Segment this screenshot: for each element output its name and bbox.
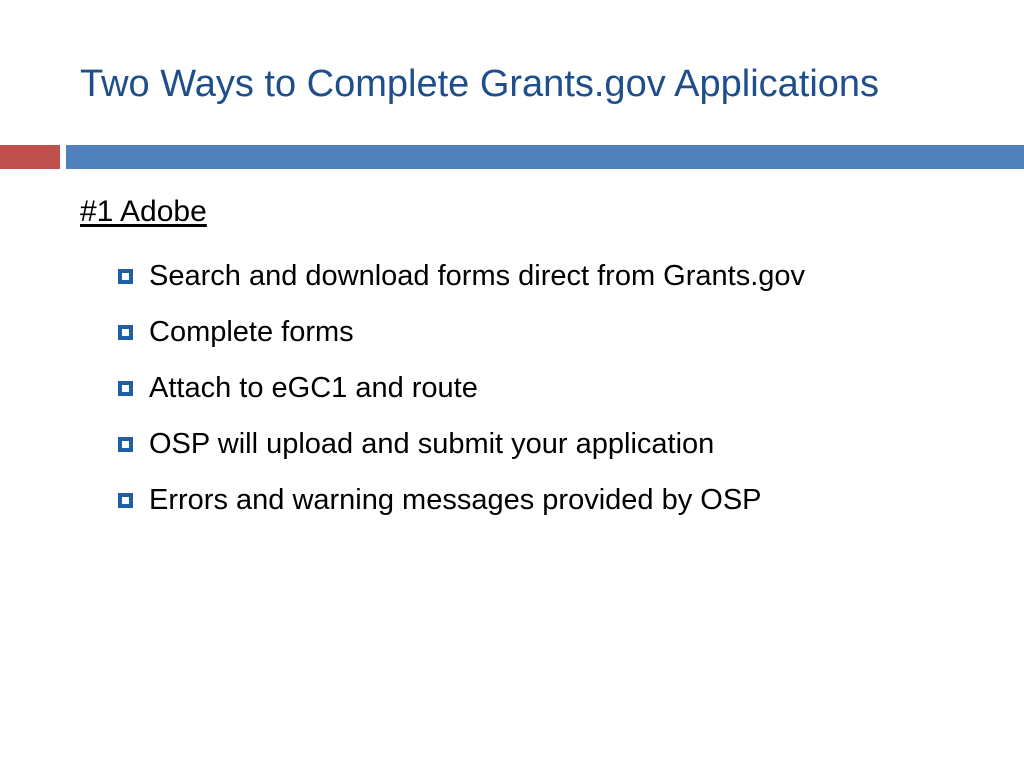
accent-rule-blue bbox=[66, 145, 1024, 169]
bullet-item bbox=[118, 416, 805, 472]
bullet-text: OSP will upload and submit your application bbox=[149, 427, 715, 460]
bullet-text: Attach to eGC1 and route bbox=[149, 371, 478, 404]
bullet-item bbox=[118, 304, 805, 360]
bullet-list bbox=[118, 248, 805, 528]
square-bullet-icon bbox=[118, 493, 133, 508]
square-bullet-icon bbox=[118, 325, 133, 340]
bullet-text: Errors and warning messages provided by OSP bbox=[149, 483, 762, 516]
square-bullet-icon bbox=[118, 269, 133, 284]
bullet-item bbox=[118, 248, 805, 304]
section-heading: #1 Adobe bbox=[80, 195, 207, 228]
bullet-item bbox=[118, 472, 805, 528]
square-bullet-icon bbox=[118, 381, 133, 396]
bullet-item bbox=[118, 360, 805, 416]
slide-title: Two Ways to Complete Grants.gov Applications bbox=[80, 63, 880, 105]
bullet-text: Complete forms bbox=[149, 315, 354, 348]
accent-rule-red bbox=[0, 145, 60, 169]
bullet-text: Search and download forms direct from Grants.gov bbox=[149, 259, 806, 292]
square-bullet-icon bbox=[118, 437, 133, 452]
